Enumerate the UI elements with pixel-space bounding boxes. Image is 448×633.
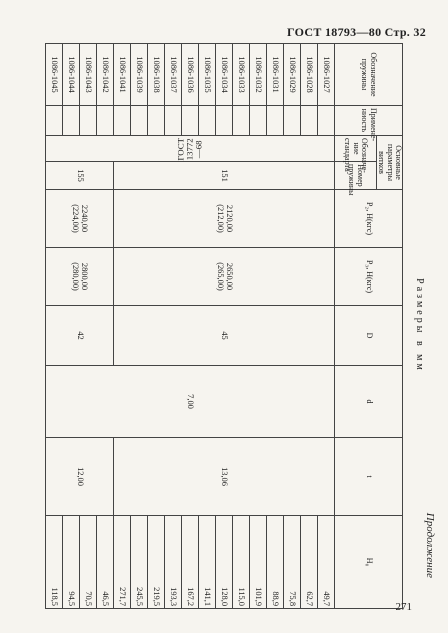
designation-cell: 1086-1029 — [283, 44, 300, 106]
D-cell: 45 — [113, 306, 334, 366]
table-title: Размеры в мм — [414, 278, 425, 373]
designation-cell: 1086-1032 — [249, 44, 266, 106]
designation-cell: 1086-1028 — [300, 44, 317, 106]
designation-cell: 1086-1043 — [79, 44, 96, 106]
designation-cell: 1086-1042 — [96, 44, 113, 106]
applicability-cell — [130, 106, 147, 136]
h0-cell: 94,5 — [62, 516, 79, 609]
h0-cell: 193,3 — [164, 516, 181, 609]
applicability-cell — [198, 106, 215, 136]
h0-cell: 167,2 — [181, 516, 198, 609]
col-spring-number: Номер пружины — [334, 162, 376, 190]
standard-cell — [45, 136, 334, 162]
applicability-cell — [113, 106, 130, 136]
designation-cell: 1086-1036 — [181, 44, 198, 106]
designation-cell: 1086-1044 — [62, 44, 79, 106]
designation-cell: 1086-1035 — [198, 44, 215, 106]
col-applicability: Примене- ниость — [334, 106, 402, 136]
page-number: 271 — [395, 601, 412, 613]
h0-cell: 219,5 — [147, 516, 164, 609]
designation-cell: 1086-1033 — [232, 44, 249, 106]
h0-cell: 141,1 — [198, 516, 215, 609]
t-cell: 12,00 — [45, 438, 113, 516]
designation-cell: 1086-1037 — [164, 44, 181, 106]
standard-text: ГОСТ 13772—68 — [174, 138, 204, 161]
applicability-cell — [249, 106, 266, 136]
col-D: D — [334, 306, 402, 366]
continued-label: Продолжение — [424, 512, 436, 578]
col-spring-params: Основные параметры витков — [376, 136, 402, 190]
applicability-cell — [164, 106, 181, 136]
applicability-cell — [232, 106, 249, 136]
h0-cell: 88,9 — [266, 516, 283, 609]
designation-cell: 1086-1045 — [45, 44, 62, 106]
h0-cell: 70,5 — [79, 516, 96, 609]
col-p3: P₃, Н(кгс) — [334, 248, 402, 306]
rotated-table-area — [25, 43, 436, 608]
spring-number-cell: 155 — [45, 162, 113, 190]
h0-cell: 62,7 — [300, 516, 317, 609]
col-H0: H₀ — [334, 516, 402, 609]
table-row — [96, 44, 113, 609]
h0-cell: 115,0 — [232, 516, 249, 609]
table-row — [317, 44, 334, 609]
designation-cell: 1086-1038 — [147, 44, 164, 106]
col-t: t — [334, 438, 402, 516]
col-d: d — [334, 366, 402, 438]
p3-cell: 2650,00 (265,00) — [113, 248, 334, 306]
p3-cell: 2800,00 (280,00) — [45, 248, 113, 306]
h0-cell: 128,0 — [215, 516, 232, 609]
applicability-cell — [283, 106, 300, 136]
applicability-cell — [300, 106, 317, 136]
h0-cell: 271,7 — [113, 516, 130, 609]
h0-cell: 118,5 — [45, 516, 62, 609]
applicability-cell — [45, 106, 62, 136]
designation-cell: 1086-1034 — [215, 44, 232, 106]
p2-cell: 2120,00 (212,00) — [113, 190, 334, 248]
applicability-cell — [79, 106, 96, 136]
t-cell: 13,06 — [113, 438, 334, 516]
D-cell: 42 — [45, 306, 113, 366]
h0-cell: 49,7 — [317, 516, 334, 609]
designation-cell: 1086-1027 — [317, 44, 334, 106]
h0-cell: 46,5 — [96, 516, 113, 609]
designation-cell: 1086-1041 — [113, 44, 130, 106]
d-cell: 7,00 — [45, 366, 334, 438]
spring-number-cell: 151 — [113, 162, 334, 190]
col-standard: Обозначе- ние стандарта — [334, 136, 376, 162]
designation-cell: 1086-1031 — [266, 44, 283, 106]
applicability-cell — [147, 106, 164, 136]
applicability-cell — [181, 106, 198, 136]
h0-cell: 101,9 — [249, 516, 266, 609]
designation-cell: 1086-1039 — [130, 44, 147, 106]
applicability-cell — [96, 106, 113, 136]
applicability-cell — [62, 106, 79, 136]
applicability-cell — [266, 106, 283, 136]
h0-cell: 75,8 — [283, 516, 300, 609]
p2-cell: 2240,00 (224,00) — [45, 190, 113, 248]
spring-table — [45, 43, 403, 609]
applicability-cell — [215, 106, 232, 136]
applicability-cell — [317, 106, 334, 136]
col-designation: Обозначение пружины — [334, 44, 402, 106]
h0-cell: 245,5 — [130, 516, 147, 609]
page-header: ГОСТ 18793—80 Стр. 32 — [286, 25, 426, 39]
col-p2: P₂, Н(кгс) — [334, 190, 402, 248]
